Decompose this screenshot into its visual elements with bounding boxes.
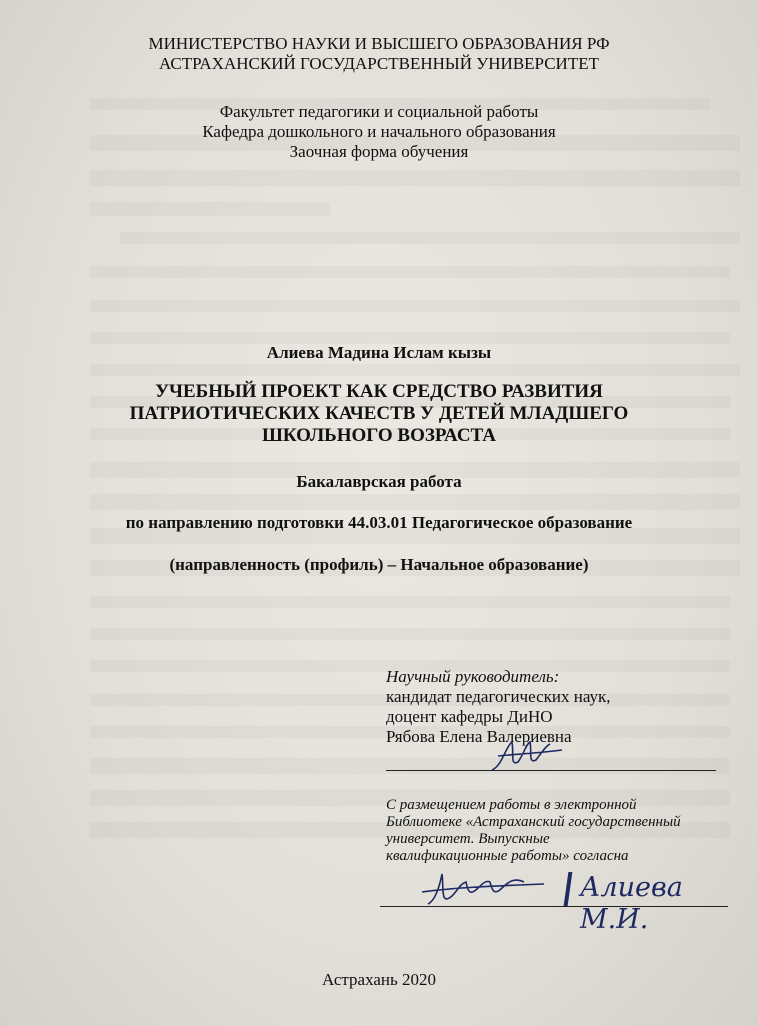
faculty-name: Факультет педагогики и социальной работы <box>219 102 539 121</box>
city-year: Астрахань 2020 <box>321 970 436 989</box>
consent-line-3: университет. Выпускные <box>386 831 550 847</box>
thesis-title-line-3: ШКОЛЬНОГО ВОЗРАСТА <box>261 425 497 446</box>
supervisor-signature <box>488 736 568 776</box>
study-form: Заочная форма обучения <box>289 142 469 161</box>
consent-block <box>386 797 726 865</box>
ministry-name: МИНИСТЕРСТВО НАУКИ И ВЫСШЕГО ОБРАЗОВАНИЯ РФ <box>148 34 610 53</box>
student-signature-name: Алиева М.И. <box>580 872 683 935</box>
university-name: АСТРАХАНСКИЙ ГОСУДАРСТВЕННЫЙ УНИВЕРСИТЕТ <box>159 54 599 73</box>
supervisor-label: Научный руководитель: <box>386 667 560 686</box>
supervisor-degree: кандидат педагогических наук, <box>386 687 611 706</box>
consent-line-4: квалификационные работы» согласна <box>386 848 629 864</box>
department-name: Кафедра дошкольного и начального образования <box>202 122 556 141</box>
study-profile: (направленность (профиль) – Начальное образование) <box>169 555 589 574</box>
supervisor-position: доцент кафедры ДиНО <box>386 707 553 726</box>
study-direction: по направлению подготовки 44.03.01 Педагогическое образование <box>125 513 633 532</box>
student-signature <box>420 866 550 910</box>
consent-line-2: Библиотеке «Астраханский государственный <box>386 814 681 830</box>
thesis-title-line-2: ПАТРИОТИЧЕСКИХ КАЧЕСТВ У ДЕТЕЙ МЛАДШЕГО <box>129 403 629 424</box>
thesis-title-line-1: УЧЕБНЫЙ ПРОЕКТ КАК СРЕДСТВО РАЗВИТИЯ <box>155 381 603 402</box>
author-name: Алиева Мадина Ислам кызы <box>266 343 492 362</box>
work-type: Бакалаврская работа <box>296 472 462 491</box>
supervisor-block <box>386 667 726 747</box>
consent-line-1: С размещением работы в электронной <box>386 797 637 813</box>
supervisor-name: Рябова Елена Валериевна <box>386 727 572 746</box>
